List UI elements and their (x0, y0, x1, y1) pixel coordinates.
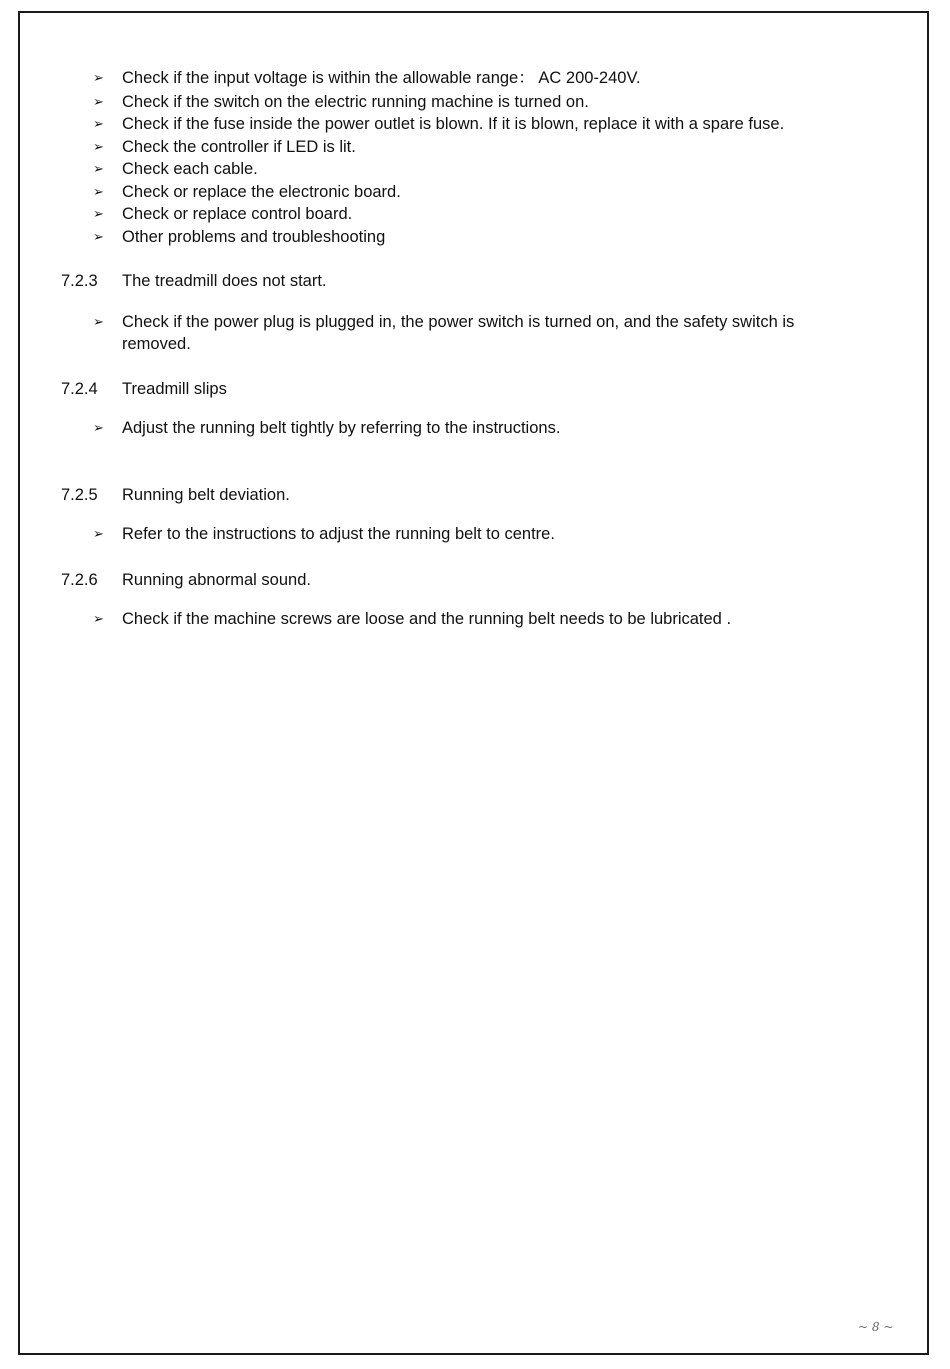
section-title: Treadmill slips (122, 380, 227, 398)
bullet-arrow-icon: ➢ (93, 611, 104, 626)
list-item: Check if the fuse inside the power outlet is blown. If it is blown, replace it with a spare fuse. (122, 115, 785, 133)
section-title: Running belt deviation. (122, 486, 290, 504)
list-item: Check if the switch on the electric running machine is turned on. (122, 93, 589, 111)
list-item: Check if the input voltage is within the allowable range： AC 200-240V. (122, 69, 641, 87)
bullet-arrow-icon: ➢ (93, 70, 104, 85)
page-number: ~ 8 ~ (858, 1320, 894, 1334)
list-item: Check or replace control board. (122, 205, 353, 223)
list-item: Check if the machine screws are loose and the running belt needs to be lubricated . (122, 610, 732, 628)
list-item: Refer to the instructions to adjust the running belt to centre. (122, 525, 555, 543)
bullet-arrow-icon: ➢ (93, 161, 104, 176)
bullet-arrow-icon: ➢ (93, 139, 104, 154)
bullet-arrow-icon: ➢ (93, 314, 104, 329)
bullet-arrow-icon: ➢ (93, 229, 104, 244)
section-title: The treadmill does not start. (122, 272, 327, 290)
bullet-arrow-icon: ➢ (93, 420, 104, 435)
list-item: Check or replace the electronic board. (122, 183, 401, 201)
list-item: Check the controller if LED is lit. (122, 138, 356, 156)
section-number: 7.2.4 (61, 380, 98, 398)
section-number: 7.2.3 (61, 272, 98, 290)
section-title: Running abnormal sound. (122, 571, 311, 589)
list-item: Other problems and troubleshooting (122, 228, 386, 246)
section-number: 7.2.5 (61, 486, 98, 504)
bullet-arrow-icon: ➢ (93, 526, 104, 541)
section-number: 7.2.6 (61, 571, 98, 589)
list-item: Check if the power plug is plugged in, the power switch is turned on, and the safety switch is removed. (122, 313, 795, 353)
list-item: Adjust the running belt tightly by referring to the instructions. (122, 419, 561, 437)
list-item: Check each cable. (122, 160, 258, 178)
bullet-arrow-icon: ➢ (93, 116, 104, 131)
bullet-arrow-icon: ➢ (93, 206, 104, 221)
bullet-arrow-icon: ➢ (93, 94, 104, 109)
bullet-arrow-icon: ➢ (93, 184, 104, 199)
